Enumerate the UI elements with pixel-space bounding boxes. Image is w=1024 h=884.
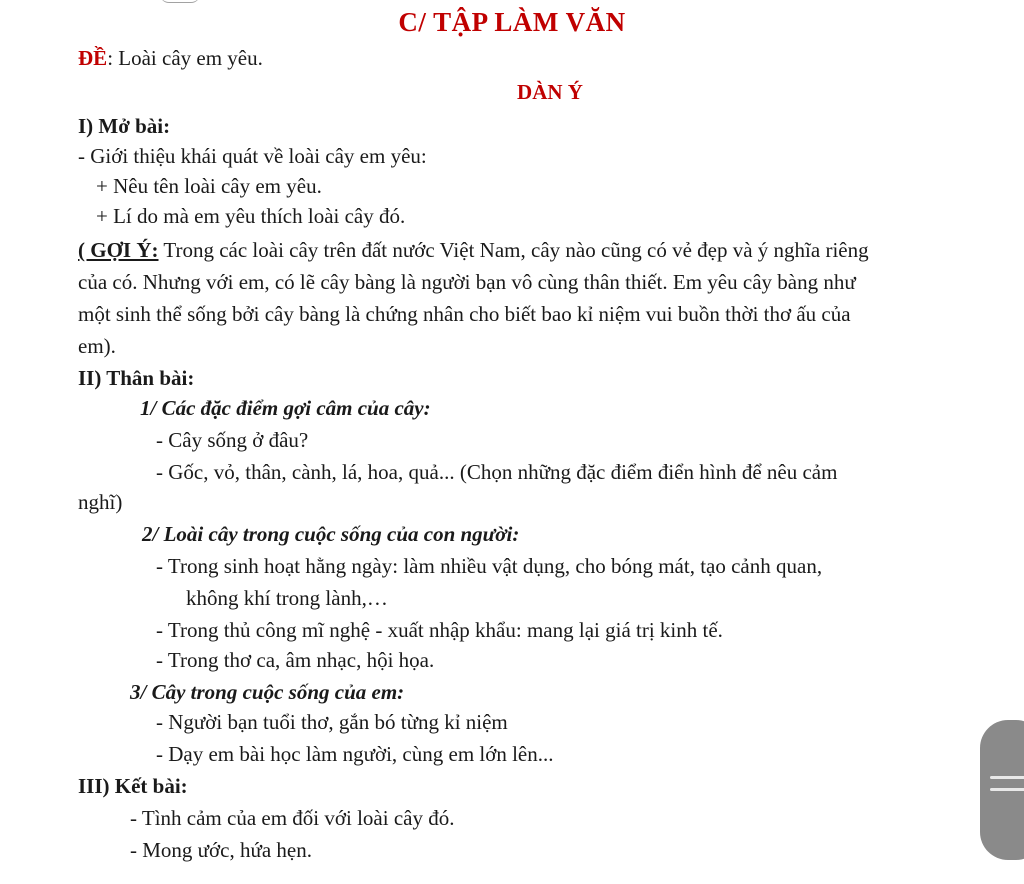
intro-line-3: + Lí do mà em yêu thích loài cây đó.	[96, 204, 406, 228]
body-section-1-line-3: nghĩ)	[78, 490, 123, 514]
conclusion-line-1: - Tình cảm của em đối với loài cây đó.	[130, 806, 455, 830]
hint-line-2: của có. Nhưng với em, có lẽ cây bàng là người bạn vô cùng thân thiết. Em yêu cây bàng như	[78, 270, 856, 294]
page-title: C/ TẬP LÀM VĂN	[398, 7, 626, 37]
hint-label: ( GỢI Ý:	[78, 238, 159, 262]
body-section-1-heading: 1/ Các đặc điểm gợi câm của cây:	[140, 396, 431, 420]
decorative-mark	[160, 0, 200, 3]
assignment-label: ĐỀ	[78, 46, 108, 70]
body-section-3-line-2: - Dạy em bài học làm người, cùng em lớn lên...	[156, 742, 554, 766]
body-section-2-line-2: không khí trong lành,…	[186, 586, 388, 610]
conclusion-line-2: - Mong ước, hứa hẹn.	[130, 838, 312, 862]
intro-line-2: + Nêu tên loài cây em yêu.	[96, 174, 322, 198]
hint-line-4: em).	[78, 334, 116, 358]
body-section-3-heading: 3/ Cây trong cuộc sống của em:	[130, 680, 405, 704]
body-section-2-line-4: - Trong thơ ca, âm nhạc, hội họa.	[156, 648, 435, 672]
intro-heading: I) Mở bài:	[78, 114, 171, 138]
body-heading: II) Thân bài:	[78, 366, 195, 390]
hint-line-3: một sinh thể sống bởi cây bàng là chứng nhân cho biết bao kỉ niệm vui buồn thời thơ ấu của	[78, 302, 851, 326]
outline-title: DÀN Ý	[517, 80, 583, 104]
assignment-text: : Loài cây em yêu.	[107, 46, 263, 70]
body-section-2-heading: 2/ Loài cây trong cuộc sống của con người:	[142, 522, 520, 546]
scrollbar-handle[interactable]	[980, 720, 1024, 860]
body-section-1-line-2: - Gốc, vỏ, thân, cành, lá, hoa, quả... (Chọn những đặc điểm điển hình để nêu cảm	[156, 460, 838, 484]
body-section-3-line-1: - Người bạn tuổi thơ, gắn bó từng kỉ niệm	[156, 710, 508, 734]
assignment-line	[78, 44, 263, 72]
grip-line-icon	[990, 776, 1024, 779]
body-section-1-line-1: - Cây sống ở đâu?	[156, 428, 309, 452]
hint-line-1	[78, 236, 869, 264]
conclusion-heading: III) Kết bài:	[78, 774, 188, 798]
body-section-2-line-3: - Trong thủ công mĩ nghệ - xuất nhập khẩu: mang lại giá trị kinh tế.	[156, 618, 723, 642]
grip-line-icon	[990, 788, 1024, 791]
intro-line-1: - Giới thiệu khái quát về loài cây em yêu:	[78, 144, 427, 168]
body-section-2-line-1: - Trong sinh hoạt hằng ngày: làm nhiều vật dụng, cho bóng mát, tạo cảnh quan,	[156, 554, 823, 578]
hint-text-1: Trong các loài cây trên đất nước Việt Nam, cây nào cũng có vẻ đẹp và ý nghĩa riêng	[158, 238, 869, 262]
